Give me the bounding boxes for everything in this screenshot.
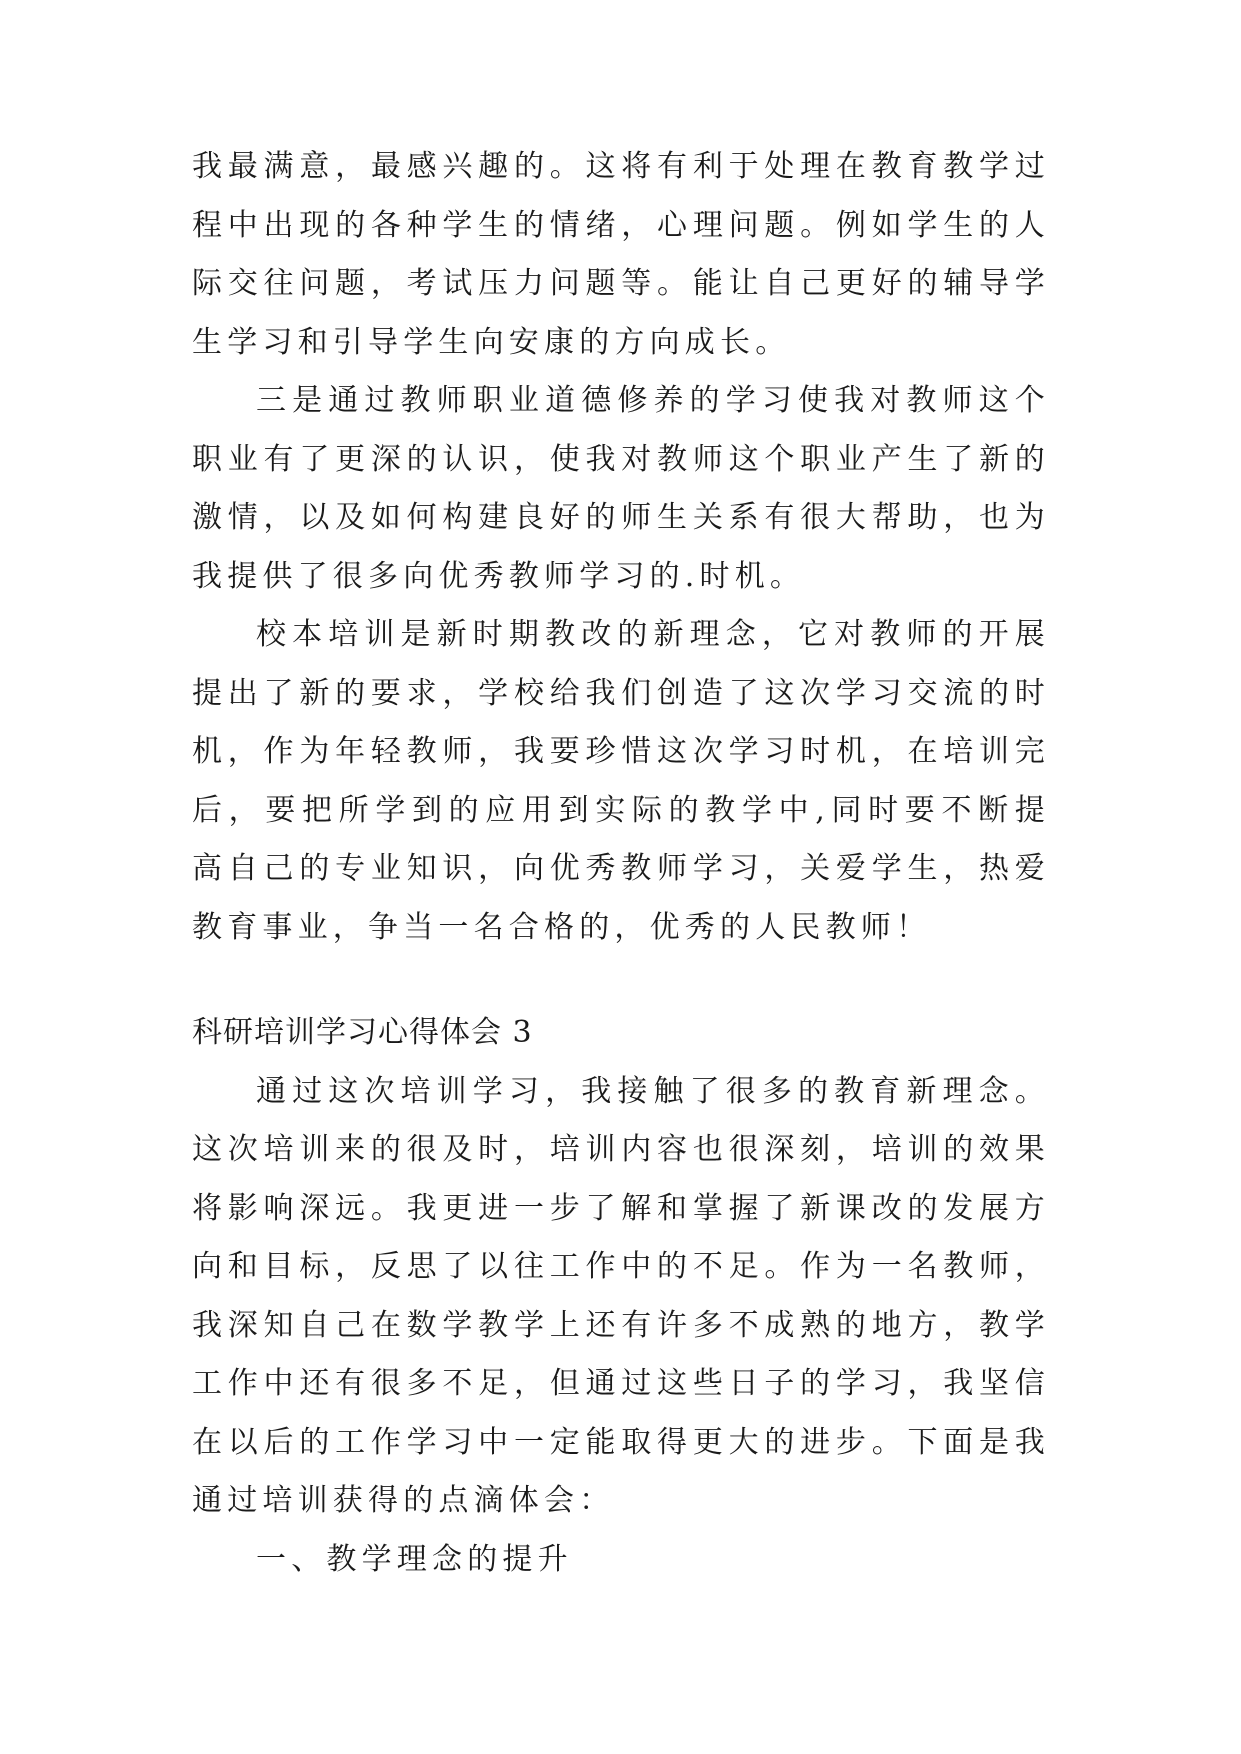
paragraph-3: 校本培训是新时期教改的新理念，它对教师的开展提出了新的要求，学校给我们创造了这次学习交流的时机，作为年轻教师，我要珍惜这次学习时机，在培训完后，要把所学到的应用到实际的教学中,同时要不断提高自己的专业知识，向优秀教师学习，关爱学生，热爱教育事业，争当一名合格的，优秀的人民教师！	[192, 617, 1050, 945]
paragraph-1: 我最满意，最感兴趣的。这将有利于处理在教育教学过程中出现的各种学生的情绪，心理问题。例如学生的人际交往问题，考试压力问题等。能让自己更好的辅导学生学习和引导学生向安康的方向成长。	[192, 149, 1050, 360]
paragraph-2: 三是通过教师职业道德修养的学习使我对教师这个职业有了更深的认识，使我对教师这个职业产生了新的激情，以及如何构建良好的师生关系有很大帮助，也为我提供了很多向优秀教师学习的.时机。	[192, 383, 1050, 594]
section-title: 科研培训学习心得体会 3	[192, 1015, 533, 1050]
paragraph-5: 一、教学理念的提升	[256, 1541, 573, 1577]
section-block	[192, 1004, 1050, 1589]
body-text-top	[192, 138, 1050, 957]
paragraph-4: 通过这次培训学习，我接触了很多的教育新理念。这次培训来的很及时，培训内容也很深刻，培训的效果将影响深远。我更进一步了解和掌握了新课改的发展方向和目标，反思了以往工作中的不足。作为一名教师，我深知自己在数学教学上还有许多不成熟的地方，教学工作中还有很多不足，但通过这些日子的学习，我坚信在以后的工作学习中一定能取得更大的进步。下面是我通过培训获得的点滴体会：	[192, 1073, 1050, 1518]
